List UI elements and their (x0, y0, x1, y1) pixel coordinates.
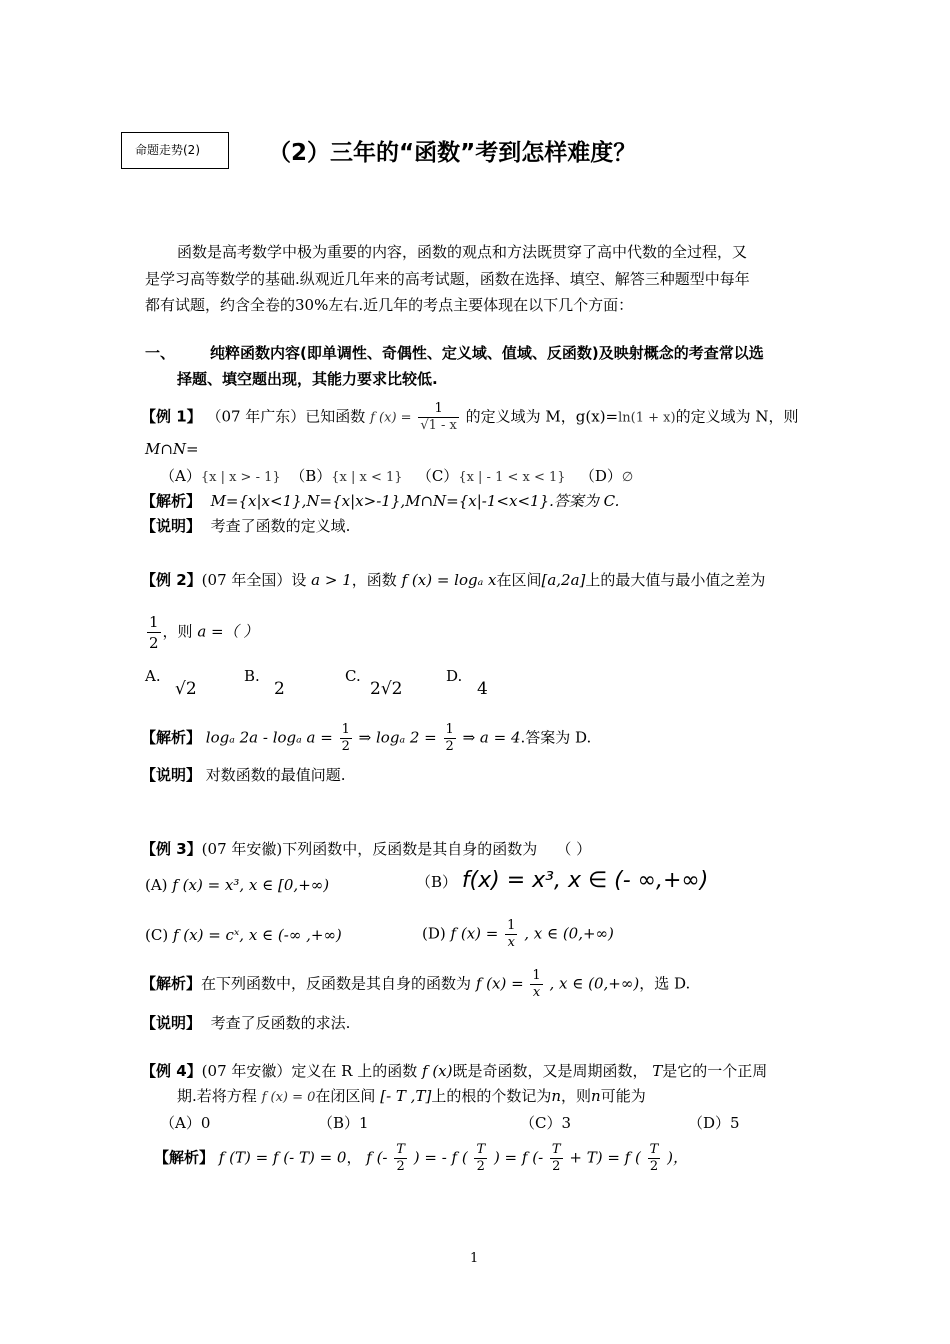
option-c: f (x) = cˣ, x ∈ (-∞ ,+∞) (172, 926, 342, 944)
example-3-option-d (422, 918, 614, 951)
solution-end: ，选 D. (639, 974, 691, 993)
option-d-part-a: f (x) = (450, 924, 499, 943)
option-a-label: （A） (160, 467, 201, 485)
solution-part-d: ) = f (- (493, 1148, 544, 1167)
example-2-label: 【例 2】 (141, 571, 202, 589)
example-1-ln: ln(1 + x) (618, 410, 676, 426)
example-1-function: f (x) = (370, 410, 412, 426)
topic-tag (121, 132, 229, 169)
option-a: （A）0 (160, 1114, 211, 1132)
example-1-tail: 的定义域为 N，则 (675, 407, 799, 426)
example-4-solution (154, 1142, 688, 1175)
option-a: {x | x > - 1} (200, 470, 281, 485)
note-label: 【说明】 (141, 517, 202, 535)
root-count-var: n (551, 1087, 561, 1105)
example-3-label: 【例 3】 (141, 840, 202, 858)
example-2-text-1: ，函数 (351, 571, 397, 589)
option-c: {x | - 1 < x < 1} (458, 470, 566, 485)
example-1-solution (141, 490, 619, 511)
example-2-note (141, 764, 346, 785)
option-b: f(x) = x³, x ∈ (- ∞,+∞) (461, 868, 709, 893)
line-2-part-a: 期.若将方程 (177, 1087, 257, 1105)
solution-label: 【解析】 (141, 974, 202, 993)
half-fraction: $\frac{1}{2}$ (445, 722, 454, 754)
solution-part-a: f (x) = (475, 974, 524, 993)
example-2-stem (141, 569, 765, 590)
example-4-function: f (x) (422, 1062, 453, 1080)
page-number: 1 (470, 1251, 479, 1266)
fraction-denominator: x (507, 935, 515, 950)
example-2-text-2: 在区间 (496, 571, 542, 589)
example-2-text-3: 上的最大值与最小值之差为 (585, 571, 766, 589)
example-4-stem-line-2: 期.若将方程 f (x) = 0在闭区间 [- T ,T]上的根的个数记为n，则n可能为 (177, 1087, 646, 1105)
fraction-denominator: 2 (149, 634, 159, 652)
line-2-part-e: 可能为 (600, 1087, 646, 1105)
intro-line-1: 函数是高考数学中极为重要的内容，函数的观点和方法既贯穿了高中代数的全过程，又 (177, 243, 748, 261)
interval: [- T ,T] (380, 1087, 432, 1105)
t-half-fraction (394, 1142, 407, 1175)
option-b-label: B. (244, 667, 260, 685)
example-2-question (145, 612, 258, 653)
example-1-label: 【例 1】 (141, 407, 202, 426)
example-4-text-2: 是它的一个正周 (662, 1062, 768, 1080)
option-c-label: (C) (145, 926, 169, 944)
option-c-label: （C） (416, 467, 459, 485)
option-c: 2√2 (370, 679, 403, 699)
example-3-option-a (145, 876, 329, 894)
example-1-mid: 的定义域为 M，g(x)= (465, 407, 619, 426)
t-half-fraction: $\frac{T}{2}$ (649, 1142, 659, 1174)
solution-text: M={x|x<1},N={x|x>-1},M∩N={x|-1<x<1}.答案为 C. (210, 492, 620, 510)
solution-part-b: f (- (366, 1148, 388, 1167)
line-2-part-c: 上的根的个数记为 (431, 1087, 552, 1105)
solution-part-e: + T) = f ( (569, 1148, 641, 1167)
section-number: 一、 (145, 344, 176, 362)
note-label: 【说明】 (141, 1014, 202, 1032)
fraction-denominator: 2 (396, 1159, 405, 1174)
fraction-numerator: 1 (507, 918, 516, 933)
option-d-label: D. (446, 667, 463, 685)
fraction-numerator: 1 (149, 613, 159, 631)
example-1-question: M∩N= (145, 440, 199, 458)
solution-fraction: $\frac{1}{x}$ (532, 968, 541, 1000)
line-2-part-d: ，则 (561, 1087, 592, 1105)
solution-label: 【解析】 (141, 492, 202, 510)
equation: f (x) = 0 (261, 1090, 316, 1105)
solution-part-a: f (T) = f (- T) = 0 (218, 1148, 347, 1167)
example-3-stem (141, 838, 591, 859)
example-1-note (141, 515, 350, 536)
option-a: √2 (175, 679, 197, 699)
t-half-fraction: $\frac{T}{2}$ (551, 1142, 561, 1174)
example-3-option-b (416, 868, 708, 893)
option-c: （C）3 (520, 1114, 572, 1132)
example-1-options (160, 465, 633, 486)
solution-part-b: , x ∈ (0,+∞) (549, 974, 640, 993)
section-heading-line-2: 择题、填空题出现，其能力要求比较低. (177, 370, 438, 388)
option-d-fraction (505, 918, 517, 951)
fraction-denominator: √1 - x (420, 418, 457, 433)
option-a-label: (A) (145, 876, 168, 894)
section-heading-line-1: 纯粹函数内容(即单调性、奇偶性、定义域、值域、反函数)及映射概念的考查常以选 (210, 344, 764, 362)
solution-label: 【解析】 (154, 1148, 215, 1167)
example-1-fraction (418, 401, 459, 434)
period-var: T (652, 1062, 663, 1080)
line-2-part-b: 在闭区间 (315, 1087, 376, 1105)
option-d: ∅ (621, 470, 634, 485)
answer-paren: （ ） (556, 840, 592, 858)
example-3-solution (141, 968, 690, 1001)
ask-text: ，则 (162, 622, 193, 641)
ask-var: a =（ ） (197, 622, 259, 641)
solution-label: 【解析】 (141, 728, 202, 747)
option-d-part-b: , x ∈ (0,+∞) (524, 924, 614, 943)
topic-tag-text: 命题走势(2) (135, 143, 200, 157)
half-fraction (147, 612, 161, 653)
option-a: f (x) = x³, x ∈ [0,+∞) (172, 876, 330, 894)
option-d-label: （D） (579, 467, 622, 485)
option-a-label: A. (145, 667, 161, 685)
solution-part-c: ⇒ a = 4 (462, 728, 521, 747)
option-b: {x | x < 1} (331, 470, 403, 485)
intro-line-2: 是学习高等数学的基础.纵观近几年来的高考试题，函数在选择、填空、解答三种题型中每年 (145, 270, 750, 288)
option-b-label: （B） (416, 873, 458, 891)
example-4-source: (07 年安徽）定义在 R 上的函数 (201, 1062, 418, 1080)
option-d: （D）5 (688, 1114, 740, 1132)
example-2-function: f (x) = logₐ x (401, 571, 497, 589)
t-half-fraction: $\frac{T}{2}$ (476, 1142, 486, 1174)
solution-part-b: ⇒ logₐ 2 = (358, 728, 437, 747)
option-b-label: （B） (290, 467, 332, 485)
example-4-stem (141, 1060, 767, 1081)
option-b: 2 (274, 679, 285, 699)
fraction-numerator: T (396, 1142, 405, 1157)
example-3-source: (07 年安徽)下列函数中，反函数是其自身的函数为 (201, 840, 538, 858)
example-3-option-c (145, 926, 342, 944)
option-b: （B）1 (318, 1114, 369, 1132)
example-4-label: 【例 4】 (141, 1062, 202, 1080)
example-1-source: （07 年广东）已知函数 (206, 407, 366, 426)
example-2-source: (07 年全国）设 (201, 571, 307, 589)
example-4-text-1: 既是奇函数，又是周期函数， (452, 1062, 648, 1080)
note-text: 对数函数的最值问题. (205, 766, 346, 784)
page-title: （2）三年的“函数”考到怎样难度？ (268, 140, 637, 166)
note-text: 考查了函数的定义域. (210, 517, 351, 535)
solution-part-a: logₐ 2a - logₐ a = (205, 728, 333, 747)
example-2-interval: [a,2a] (541, 571, 586, 589)
option-d-label: (D) (422, 924, 446, 943)
example-3-note (141, 1012, 350, 1033)
solution-part-f: )， (667, 1148, 688, 1167)
example-2-solution (141, 722, 591, 755)
note-label: 【说明】 (141, 766, 202, 784)
solution-comma: ， (346, 1148, 362, 1167)
solution-text: 在下列函数中，反函数是其自身的函数为 (201, 974, 472, 993)
solution-end: .答案为 D. (520, 728, 592, 747)
fraction-numerator: 1 (418, 401, 459, 418)
solution-part-c: ) = - f ( (413, 1148, 468, 1167)
half-fraction: $\frac{1}{2}$ (341, 722, 350, 754)
example-2-condition: a > 1 (311, 571, 352, 589)
option-d: 4 (477, 679, 488, 699)
intro-line-3: 都有试题，约含全卷的30%左右.近几年的考点主要体现在以下几个方面： (145, 296, 634, 314)
note-text: 考查了反函数的求法. (210, 1014, 351, 1032)
option-c-label: C. (345, 667, 361, 685)
example-1-stem (141, 401, 798, 434)
